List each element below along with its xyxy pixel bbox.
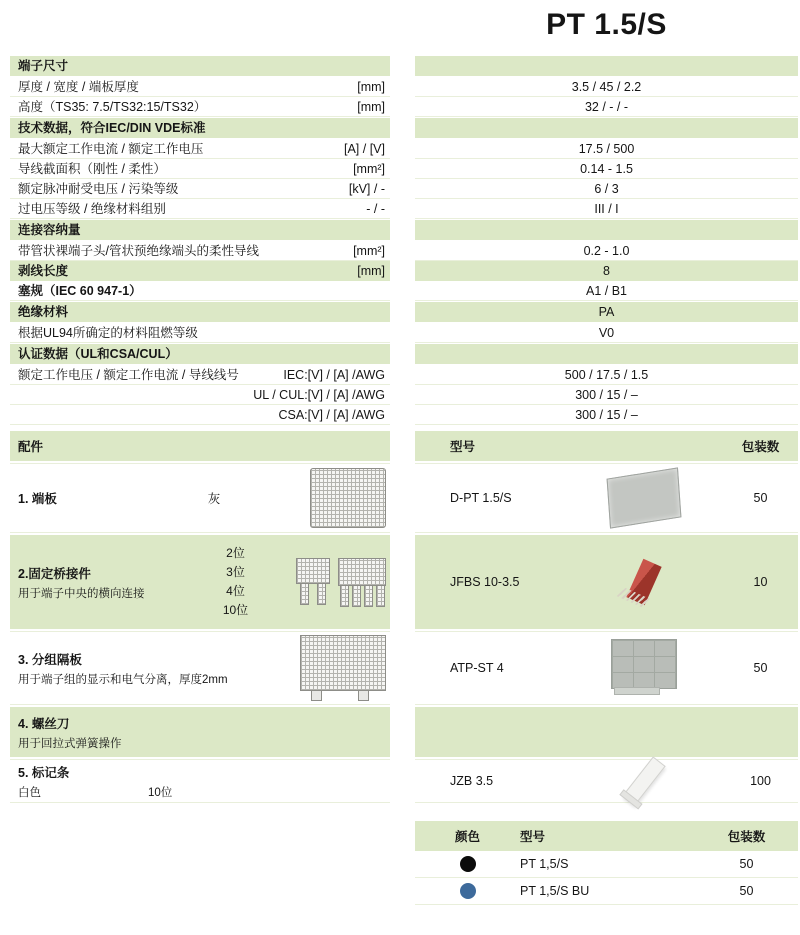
end-plate-drawing [310, 468, 386, 528]
spec-label: 高度（TS35: 7.5/TS32:15/TS32） [18, 100, 207, 114]
spec-unit: [mm] [357, 264, 385, 278]
spec-row [10, 199, 798, 219]
accessory-name: 2.固定桥接件 [18, 566, 91, 581]
spec-value: 17.5 / 500 [415, 139, 798, 159]
spec-section-header [10, 344, 798, 364]
spec-label: 额定工作电压 / 额定工作电流 / 导线线号 [18, 368, 239, 382]
partition-plate-photo [611, 639, 677, 689]
spec-value: 6 / 3 [415, 179, 798, 199]
spec-value: III / I [415, 199, 798, 219]
accessories-header [10, 431, 798, 461]
accessory-row-marker [10, 759, 798, 803]
spec-row [10, 323, 798, 343]
pack-header-label: 包装数 [727, 830, 766, 844]
accessory-pack-qty: 10 [753, 575, 768, 589]
spec-table [10, 56, 798, 425]
accessory-name: 4. 螺丝刀 [18, 716, 70, 731]
accessory-pack-qty: 50 [753, 661, 768, 675]
spec-label: 过电压等级 / 绝缘材料组别 [18, 202, 166, 216]
accessory-name: 1. 端板 [18, 492, 57, 506]
spec-value: 32 / - / - [415, 97, 798, 117]
variant-pack-qty: 50 [739, 884, 754, 898]
accessory-desc: 用于端子中央的横向连接 [18, 587, 145, 600]
spec-row [10, 365, 798, 385]
accessory-model: JFBS 10-3.5 [450, 575, 520, 589]
spec-unit: [mm²] [353, 244, 385, 258]
spec-unit: [mm²] [353, 162, 385, 176]
position-option: 4位 [226, 584, 245, 598]
title-row [415, 8, 798, 50]
spec-label: 厚度 / 宽度 / 端板厚度 [18, 80, 139, 94]
spec-value: 0.14 - 1.5 [415, 159, 798, 179]
accessory-name: 3. 分组隔板 [18, 652, 82, 667]
accessory-color-label: 灰 [207, 492, 221, 506]
accessories-header-label: 配件 [18, 440, 44, 454]
spec-row [10, 159, 798, 179]
spec-value: A1 / B1 [415, 281, 798, 301]
spec-unit: [kV] / - [348, 182, 385, 196]
spec-value: 500 / 17.5 / 1.5 [415, 365, 798, 385]
partition-plate-drawing [300, 635, 386, 691]
variant-pack-qty: 50 [739, 857, 754, 871]
accessory-desc: 用于端子组的显示和电气分离，厚度2mm [18, 673, 228, 686]
section-label: 认证数据（UL和CSA/CUL） [18, 347, 178, 361]
end-plate-photo [607, 467, 682, 528]
accessory-row-end-plate [10, 463, 798, 533]
product-title: PT 1.5/S [546, 8, 667, 41]
accessory-pack-qty: 50 [753, 491, 768, 505]
spec-row [10, 179, 798, 199]
accessory-model: D-PT 1.5/S [450, 491, 512, 505]
spec-section-header [10, 220, 798, 240]
model-header-label: 型号 [520, 830, 546, 844]
accessories-table [10, 431, 798, 803]
spec-unit: [A] / [V] [344, 142, 385, 156]
model-header-label: 型号 [450, 440, 476, 454]
spec-label: 最大额定工作电流 / 额定工作电压 [18, 142, 204, 156]
spec-row [10, 261, 798, 281]
spec-label: 带管状裸端子头/管状预绝缘端头的柔性导线 [18, 244, 259, 258]
accessory-pack-qty: 100 [750, 774, 771, 788]
section-label: 端子尺寸 [18, 59, 69, 73]
spec-row [10, 77, 798, 97]
spec-value: 300 / 15 / – [415, 385, 798, 405]
accessory-row-bridges [10, 535, 798, 629]
spec-unit: [mm] [357, 80, 385, 94]
variant-row [415, 878, 798, 905]
spec-unit: - / - [366, 202, 385, 216]
spec-label: 额定脉冲耐受电压 / 污染等级 [18, 182, 179, 196]
accessory-desc: 用于回拉式弹簧操作 [18, 737, 122, 750]
variants-table [415, 821, 798, 905]
variants-header [415, 821, 798, 851]
spec-unit: UL / CUL:[V] / [A] /AWG [253, 388, 385, 402]
accessory-model: JZB 3.5 [450, 774, 494, 788]
position-option: 10位 [148, 786, 173, 799]
spec-value [415, 56, 798, 76]
spec-value: 3.5 / 45 / 2.2 [415, 77, 798, 97]
pack-header-label: 包装数 [741, 440, 780, 454]
accessory-model: ATP-ST 4 [450, 661, 504, 675]
color-swatch-dot [460, 856, 476, 872]
spec-unit: CSA:[V] / [A] /AWG [278, 408, 385, 422]
spec-value: PA [415, 302, 798, 322]
spec-label: 剥线长度 [18, 264, 69, 278]
spec-value [415, 344, 798, 364]
position-option: 2位 [226, 546, 245, 560]
position-option: 3位 [226, 565, 245, 579]
spec-label: 根据UL94所确定的材料阻燃等级 [18, 326, 198, 340]
accessory-name: 5. 标记条 [18, 765, 70, 780]
spec-section-header [10, 118, 798, 138]
red-bridge-photo [626, 559, 661, 606]
spec-unit: [mm] [357, 100, 385, 114]
spec-row [10, 281, 798, 301]
spec-label: 导线截面积（刚性 / 柔性） [18, 162, 166, 176]
bridge-connector-drawing [296, 558, 386, 607]
section-label: 连接容纳量 [18, 223, 81, 237]
section-label: 绝缘材料 [18, 305, 69, 319]
spec-row [10, 139, 798, 159]
marker-strip-photo [622, 756, 665, 805]
spec-value [415, 118, 798, 138]
spec-section-header [10, 56, 798, 76]
spec-row [10, 241, 798, 261]
spec-value: 300 / 15 / – [415, 405, 798, 425]
accessory-row-screwdriver [10, 707, 798, 757]
variant-model: PT 1,5/S [520, 857, 569, 871]
spec-value: V0 [415, 323, 798, 343]
variant-model: PT 1,5/S BU [520, 884, 590, 898]
position-option: 10位 [222, 603, 249, 617]
spec-value: 0.2 - 1.0 [415, 241, 798, 261]
spec-row [10, 405, 798, 425]
section-label: 技术数据，符合IEC/DIN VDE标准 [18, 121, 206, 135]
accessory-color-label: 白色 [18, 786, 41, 799]
color-header-label: 颜色 [454, 830, 480, 844]
accessory-row-partition [10, 631, 798, 705]
spec-unit: IEC:[V] / [A] /AWG [283, 368, 385, 382]
spec-row [10, 97, 798, 117]
spec-row [10, 385, 798, 405]
spec-value [415, 220, 798, 240]
variant-row [415, 851, 798, 878]
spec-label: 塞规（IEC 60 947-1） [18, 284, 142, 298]
spec-value: 8 [415, 261, 798, 281]
spec-section-header [10, 302, 798, 322]
color-swatch-dot [460, 883, 476, 899]
